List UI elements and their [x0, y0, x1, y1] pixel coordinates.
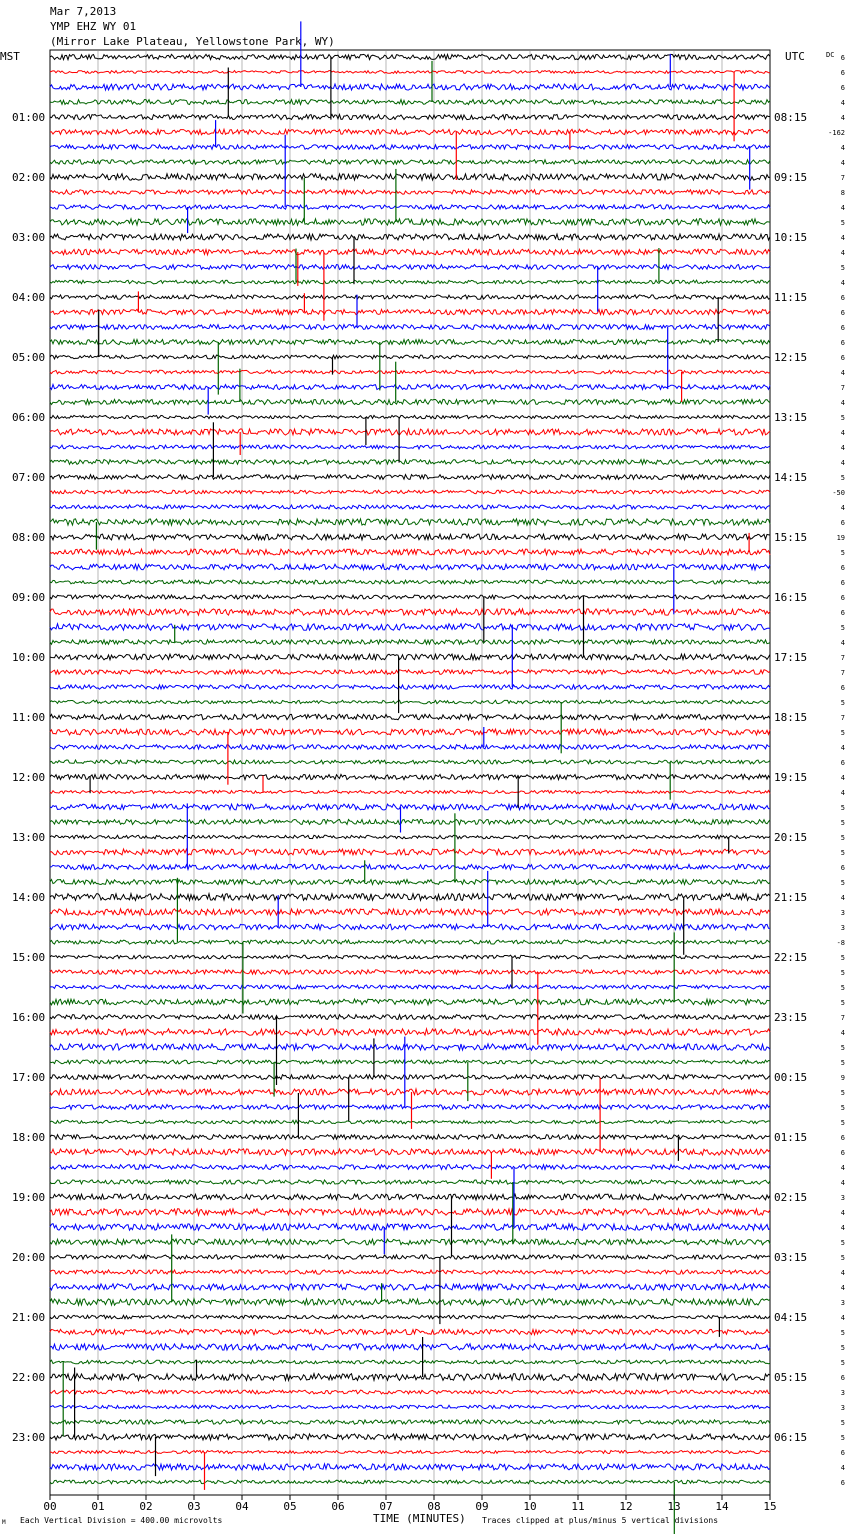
mst-hour-label: 22:00	[12, 1371, 46, 1384]
dc-offset-label: 4	[840, 159, 845, 167]
dc-offset-label: 5	[840, 549, 845, 557]
seismic-trace	[50, 955, 770, 959]
seismic-trace	[50, 580, 770, 584]
mst-hour-label: 06:00	[12, 411, 46, 424]
utc-hour-label: 06:15	[774, 1431, 808, 1444]
plot-frame	[50, 50, 770, 1495]
seismic-trace	[50, 894, 770, 901]
seismic-trace	[50, 339, 770, 344]
seismic-trace	[50, 1029, 770, 1035]
seismic-trace	[50, 415, 770, 418]
x-tick-label: 04	[235, 1500, 249, 1513]
dc-offset-label: 6	[840, 759, 845, 767]
dc-offset-label: 6	[840, 69, 845, 77]
dc-offset-label: 3	[840, 924, 845, 932]
x-tick-label: 03	[187, 1500, 201, 1513]
seismic-trace	[50, 654, 770, 660]
seismic-trace	[50, 1255, 770, 1260]
dc-offset-label: 6	[840, 1449, 845, 1457]
dc-offset-label: 5	[840, 264, 845, 272]
dc-offset-label: 4	[840, 234, 845, 242]
seismic-trace	[50, 160, 770, 165]
dc-offset-label: 4	[840, 504, 845, 512]
dc-offset-label: 7	[840, 654, 845, 662]
seismic-trace	[50, 1315, 770, 1319]
x-tick-label: 05	[283, 1500, 297, 1513]
dc-offset-label: 3	[840, 1194, 845, 1202]
seismic-trace	[50, 1344, 770, 1350]
dc-offset-label: 5	[840, 999, 845, 1007]
dc-offset-label: 5	[840, 699, 845, 707]
seismic-trace	[50, 370, 770, 374]
seismic-trace	[50, 219, 770, 225]
scale-note: Each Vertical Division = 400.00 microvolts	[20, 1516, 223, 1525]
dc-offset-label: 6	[840, 579, 845, 587]
seismic-trace	[50, 1434, 770, 1440]
dc-offset-label: 5	[840, 1419, 845, 1427]
dc-label: DC	[826, 51, 835, 59]
mst-hour-label: 04:00	[12, 291, 46, 304]
dc-offset-label: 7	[840, 1014, 845, 1022]
seismic-trace	[50, 1299, 770, 1305]
seismic-trace	[50, 714, 770, 719]
utc-hour-label: 05:15	[774, 1371, 808, 1384]
mst-hour-label: 17:00	[12, 1071, 46, 1084]
utc-hour-label: 13:15	[774, 411, 808, 424]
x-tick-label: 11	[571, 1500, 585, 1513]
seismic-trace	[50, 595, 770, 599]
dc-offset-label: 5	[840, 1434, 845, 1442]
dc-offset-label: 5	[840, 1119, 845, 1127]
mst-hour-label: 02:00	[12, 171, 46, 184]
dc-offset-label: 4	[840, 459, 845, 467]
seismic-trace	[50, 429, 770, 435]
dc-offset-label: 4	[840, 1029, 845, 1037]
utc-hour-label: 18:15	[774, 711, 808, 724]
dc-offset-label: 5	[840, 414, 845, 422]
seismic-trace	[50, 490, 770, 494]
seismic-trace	[50, 129, 770, 134]
seismic-trace	[50, 309, 770, 314]
seismic-trace	[50, 1480, 770, 1484]
dc-offset-label: 6	[840, 309, 845, 317]
seismic-trace	[50, 940, 770, 944]
seismic-trace	[50, 234, 770, 240]
seismic-trace	[50, 385, 770, 390]
utc-hour-label: 15:15	[774, 531, 808, 544]
dc-offset-label: 4	[840, 249, 845, 257]
seismic-trace	[50, 71, 770, 74]
dc-offset-label: 6	[840, 1149, 845, 1157]
mst-hour-label: 15:00	[12, 951, 46, 964]
utc-hour-label: 02:15	[774, 1191, 808, 1204]
seismic-trace	[50, 1165, 770, 1170]
dc-offset-label: 3	[840, 1404, 845, 1412]
dc-offset-label: 5	[840, 849, 845, 857]
dc-offset-label: 5	[840, 1344, 845, 1352]
mst-hour-label: 11:00	[12, 711, 46, 724]
clip-note: Traces clipped at plus/minus 5 vertical divisions	[482, 1516, 719, 1525]
seismic-trace	[50, 1180, 770, 1184]
utc-hour-label: 16:15	[774, 591, 808, 604]
dc-offset-label: 4	[840, 1464, 845, 1472]
dc-offset-label: 4	[840, 369, 845, 377]
dc-offset-label: 8	[840, 189, 845, 197]
seismic-trace	[50, 460, 770, 465]
seismic-trace	[50, 1105, 770, 1110]
dc-offset-label: -162	[828, 129, 845, 137]
seismic-trace	[50, 1089, 770, 1095]
seismic-trace	[50, 640, 770, 645]
seismic-trace	[50, 505, 770, 509]
seismic-trace	[50, 265, 770, 270]
seismic-trace	[50, 1284, 770, 1290]
seismic-trace	[50, 190, 770, 195]
x-tick-label: 15	[763, 1500, 777, 1513]
x-tick-label: 00	[43, 1500, 57, 1513]
dc-offset-label: 19	[836, 534, 845, 542]
x-tick-label: 01	[91, 1500, 105, 1513]
dc-offset-label: 5	[840, 1059, 845, 1067]
seismic-trace	[50, 999, 770, 1005]
dc-offset-label: 6	[840, 519, 845, 527]
mst-hour-label: 23:00	[12, 1431, 46, 1444]
dc-offset-label: 4	[840, 429, 845, 437]
dc-offset-label: 5	[840, 1104, 845, 1112]
seismic-trace	[50, 624, 770, 631]
utc-hour-label: 00:15	[774, 1071, 808, 1084]
dc-offset-label: 5	[840, 1089, 845, 1097]
dc-offset-label: 6	[840, 609, 845, 617]
x-tick-label: 06	[331, 1500, 345, 1513]
seismic-trace	[50, 100, 770, 105]
dc-offset-label: 5	[840, 1254, 845, 1262]
dc-offset-label: 4	[840, 1284, 845, 1292]
dc-offset-label: 7	[840, 714, 845, 722]
seismic-trace	[50, 355, 770, 359]
seismic-trace	[50, 1270, 770, 1274]
seismic-trace	[50, 1194, 770, 1200]
dc-offset-label: 5	[840, 984, 845, 992]
seismic-trace	[50, 1135, 770, 1140]
seismic-trace	[50, 1405, 770, 1408]
seismic-trace	[50, 205, 770, 209]
seismic-trace	[50, 399, 770, 404]
dc-offset-label: 5	[840, 819, 845, 827]
seismic-trace	[50, 1015, 770, 1020]
dc-offset-label: 3	[840, 1389, 845, 1397]
seismic-trace	[50, 1044, 770, 1050]
seismic-trace	[50, 280, 770, 284]
utc-hour-label: 03:15	[774, 1251, 808, 1264]
seismic-trace	[50, 549, 770, 555]
seismic-trace	[50, 924, 770, 930]
header-station: YMP EHZ WY 01	[50, 20, 137, 33]
utc-hour-label: 08:15	[774, 111, 808, 124]
dc-offset-label: 5	[840, 804, 845, 812]
dc-offset-label: 9	[840, 1074, 845, 1082]
seismic-trace	[50, 804, 770, 810]
mst-hour-label: 13:00	[12, 831, 46, 844]
utc-hour-label: 17:15	[774, 651, 808, 664]
dc-offset-label: 5	[840, 954, 845, 962]
seismic-trace	[50, 249, 770, 255]
dc-offset-label: 4	[840, 639, 845, 647]
mst-hour-label: 01:00	[12, 111, 46, 124]
seismic-trace	[50, 84, 770, 90]
seismic-trace	[50, 295, 770, 299]
dc-offset-label: 6	[840, 1134, 845, 1142]
seismic-trace	[50, 909, 770, 915]
dc-offset-label: 4	[840, 1179, 845, 1187]
x-tick-label: 14	[715, 1500, 729, 1513]
dc-offset-label: 6	[840, 54, 845, 62]
header-location: (Mirror Lake Plateau, Yellowstone Park, WY)	[50, 35, 335, 48]
dc-offset-label: 6	[840, 1479, 845, 1487]
utc-hour-label: 14:15	[774, 471, 808, 484]
mst-hour-label: 21:00	[12, 1311, 46, 1324]
dc-offset-label: -8	[836, 939, 845, 947]
seismic-trace	[50, 760, 770, 764]
dc-offset-label: 5	[840, 879, 845, 887]
x-tick-label: 12	[619, 1500, 633, 1513]
mst-hour-label: 20:00	[12, 1251, 46, 1264]
dc-offset-label: 5	[840, 219, 845, 227]
seismic-trace	[50, 1464, 770, 1470]
dc-offset-label: 6	[840, 84, 845, 92]
seismic-trace	[50, 1060, 770, 1064]
plot-grid	[50, 50, 770, 1495]
utc-hour-label: 10:15	[774, 231, 808, 244]
seismic-trace	[50, 985, 770, 989]
seismic-trace	[50, 819, 770, 824]
mst-hour-label: 08:00	[12, 531, 46, 544]
x-axis-label: TIME (MINUTES)	[373, 1512, 466, 1525]
dc-offset-label: 4	[840, 1314, 845, 1322]
dc-offset-label: 4	[840, 744, 845, 752]
seismic-trace	[50, 1239, 770, 1245]
dc-offset-label: 5	[840, 1239, 845, 1247]
left-axis-label: MST	[0, 50, 20, 63]
dc-offset-label: 5	[840, 1044, 845, 1052]
x-tick-label: 08	[427, 1500, 441, 1513]
utc-hour-label: 20:15	[774, 831, 808, 844]
x-tick-label: 07	[379, 1500, 393, 1513]
x-tick-label: 10	[523, 1500, 537, 1513]
mst-hour-label: 19:00	[12, 1191, 46, 1204]
seismic-trace	[50, 849, 770, 855]
seismic-trace	[50, 880, 770, 885]
x-tick-label: 02	[139, 1500, 153, 1513]
mst-hour-label: 12:00	[12, 771, 46, 784]
header-date: Mar 7,2013	[50, 5, 117, 18]
seismic-trace	[50, 145, 770, 150]
seismic-trace	[50, 700, 770, 703]
dc-offset-label: 7	[840, 174, 845, 182]
dc-offset-label: 6	[840, 684, 845, 692]
x-tick-label: 13	[667, 1500, 681, 1513]
seismic-trace	[50, 475, 770, 480]
dc-offset-label: 4	[840, 894, 845, 902]
dc-offset-label: 5	[840, 729, 845, 737]
seismic-trace	[50, 445, 770, 449]
seismic-trace	[50, 1390, 770, 1394]
dc-offset-label: 5	[840, 624, 845, 632]
seismic-trace	[50, 1451, 770, 1454]
dc-offset-label: 6	[840, 324, 845, 332]
mst-hour-label: 10:00	[12, 651, 46, 664]
mst-hour-label: 03:00	[12, 231, 46, 244]
dc-offset-label: 4	[840, 279, 845, 287]
mst-hour-label: 05:00	[12, 351, 46, 364]
seismic-trace	[50, 1149, 770, 1155]
utc-hour-label: 22:15	[774, 951, 808, 964]
dc-offset-label: 4	[840, 789, 845, 797]
mst-hour-label: 07:00	[12, 471, 46, 484]
dc-offset-label: 3	[840, 1299, 845, 1307]
dc-offset-label: 4	[840, 1164, 845, 1172]
utc-hour-label: 01:15	[774, 1131, 808, 1144]
utc-hour-label: 21:15	[774, 891, 808, 904]
seismic-trace	[50, 114, 770, 119]
mst-hour-label: 16:00	[12, 1011, 46, 1024]
seismic-trace	[50, 534, 770, 540]
dc-offset-label: 5	[840, 474, 845, 482]
seismic-trace	[50, 1224, 770, 1231]
dc-offset-label: 5	[840, 969, 845, 977]
x-tick-label: 09	[475, 1500, 489, 1513]
dc-offset-label: 5	[840, 1329, 845, 1337]
mst-hour-label: 09:00	[12, 591, 46, 604]
mst-hour-label: 18:00	[12, 1131, 46, 1144]
utc-hour-label: 09:15	[774, 171, 808, 184]
seismic-trace	[50, 1209, 770, 1215]
seismic-trace	[50, 790, 770, 793]
seismic-trace	[50, 609, 770, 615]
dc-offset-label: 7	[840, 669, 845, 677]
dc-offset-label: 5	[840, 834, 845, 842]
seismic-trace	[50, 54, 770, 59]
dc-offset-label: 6	[840, 1374, 845, 1382]
seismic-trace	[50, 745, 770, 750]
dc-offset-label: 5	[840, 1359, 845, 1367]
dc-offset-label: 4	[840, 399, 845, 407]
seismic-trace	[50, 1075, 770, 1080]
dc-offset-label: 4	[840, 1224, 845, 1232]
dc-offset-label: 4	[840, 444, 845, 452]
seismic-trace	[50, 1420, 770, 1424]
dc-offset-label: 4	[840, 99, 845, 107]
seismic-trace	[50, 564, 770, 570]
trace-group	[50, 54, 770, 1483]
seismic-trace	[50, 685, 770, 689]
seismic-trace	[50, 729, 770, 735]
utc-hour-label: 11:15	[774, 291, 808, 304]
seismic-trace	[50, 1374, 770, 1381]
dc-offset-label: 6	[840, 294, 845, 302]
dc-offset-label: 6	[840, 594, 845, 602]
dc-offset-label: 4	[840, 114, 845, 122]
mst-hour-label: 14:00	[12, 891, 46, 904]
dc-offset-label: 4	[840, 204, 845, 212]
seismic-trace	[50, 1329, 770, 1335]
utc-hour-label: 04:15	[774, 1311, 808, 1324]
seismic-trace	[50, 519, 770, 525]
dc-offset-label: 4	[840, 1269, 845, 1277]
utc-hour-label: 23:15	[774, 1011, 808, 1024]
dc-offset-label: 6	[840, 354, 845, 362]
seismic-trace	[50, 970, 770, 974]
axis-labels	[12, 54, 845, 1513]
dc-offset-label: 4	[840, 1209, 845, 1217]
right-axis-label: UTC	[785, 50, 805, 63]
seismic-trace	[50, 774, 770, 779]
seismic-trace	[50, 325, 770, 330]
dc-offset-label: 3	[840, 909, 845, 917]
seismic-trace	[50, 835, 770, 839]
corner-mark: M	[2, 1519, 6, 1526]
utc-hour-label: 12:15	[774, 351, 808, 364]
seismic-trace	[50, 174, 770, 181]
dc-offset-label: 6	[840, 339, 845, 347]
utc-hour-label: 19:15	[774, 771, 808, 784]
seismic-trace	[50, 1120, 770, 1123]
dc-offset-label: -50	[832, 489, 845, 497]
seismic-trace	[50, 670, 770, 675]
dc-offset-label: 6	[840, 564, 845, 572]
dc-offset-label: 4	[840, 774, 845, 782]
seismic-trace	[50, 864, 770, 869]
dc-offset-label: 6	[840, 864, 845, 872]
seismic-trace	[50, 1360, 770, 1364]
dc-offset-label: 4	[840, 144, 845, 152]
dc-offset-label: 7	[840, 384, 845, 392]
